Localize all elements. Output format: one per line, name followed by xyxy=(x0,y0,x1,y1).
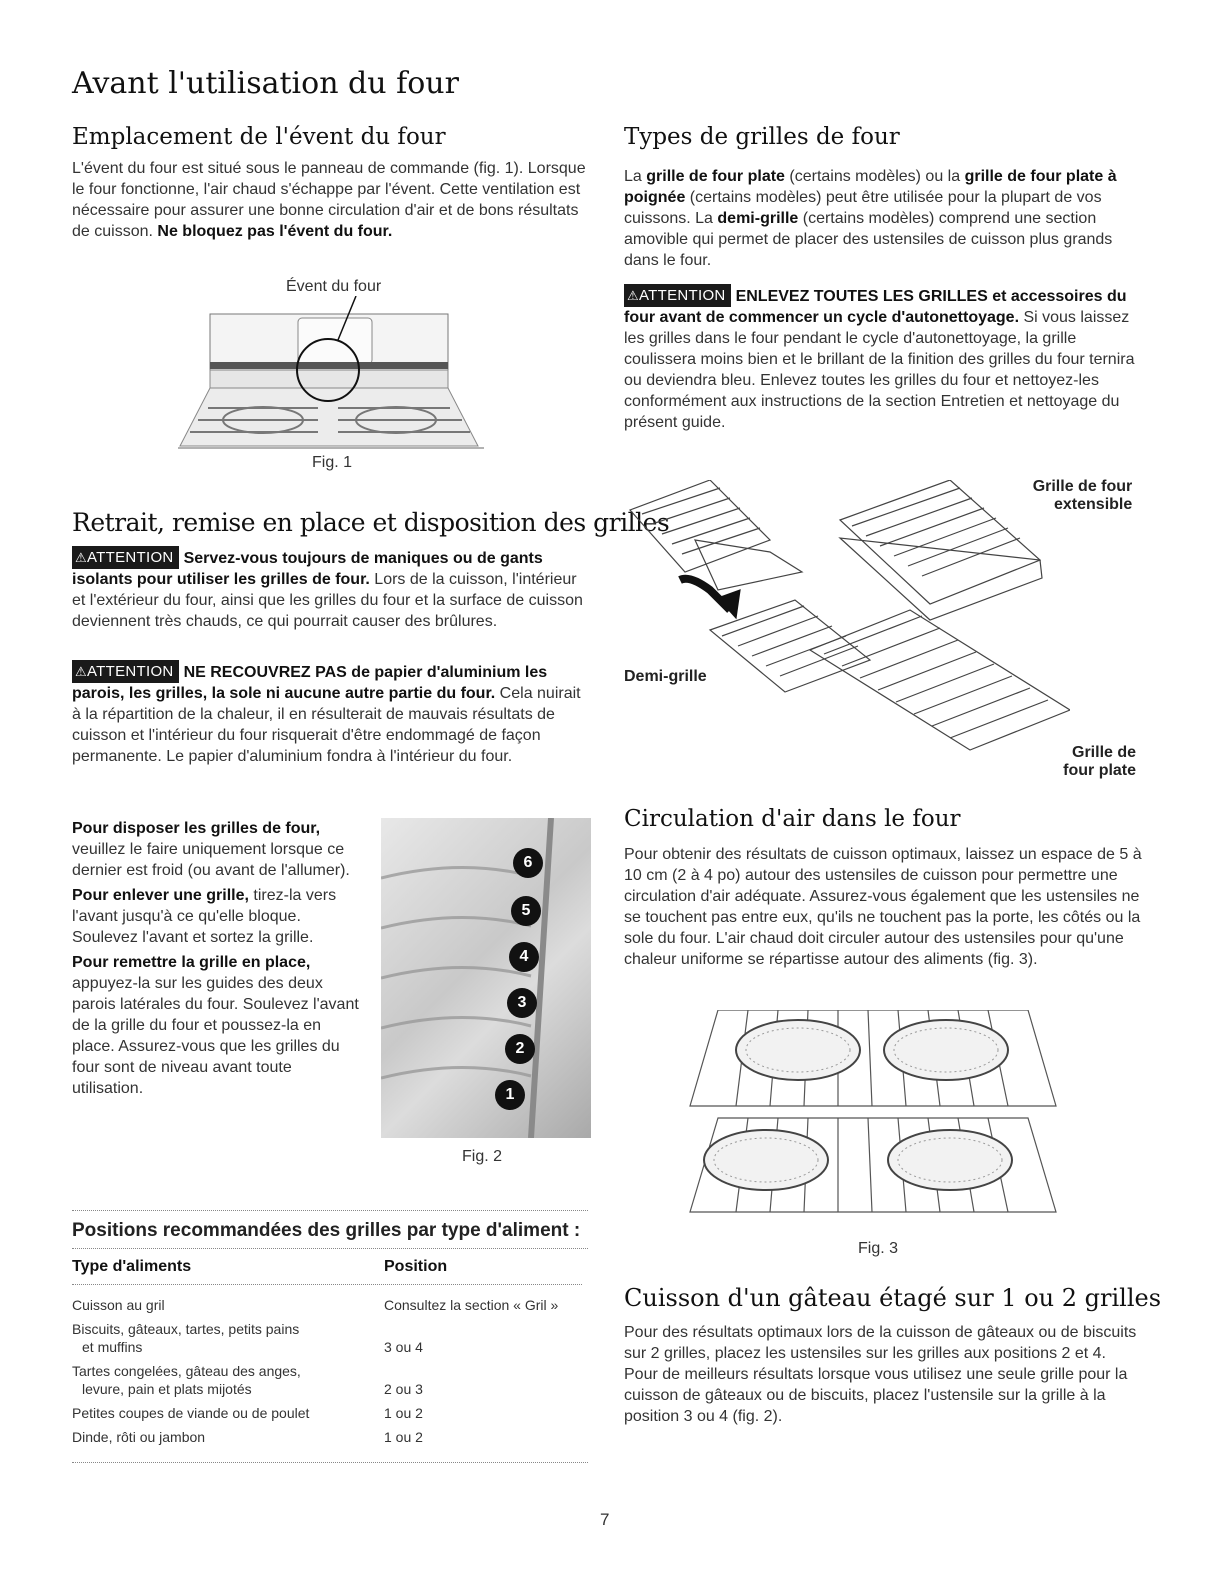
warning-icon: ⚠ xyxy=(75,550,87,565)
food-cell-text: Biscuits, gâteaux, tartes, petits pains xyxy=(72,1321,300,1337)
racks-warning-1 xyxy=(72,546,592,632)
rack-position-5 xyxy=(511,896,541,926)
vent-figure xyxy=(178,296,488,458)
rack-position-4 xyxy=(509,942,539,972)
attention-badge-label: ATTENTION xyxy=(86,663,174,680)
fig2-caption: Fig. 2 xyxy=(462,1148,503,1165)
attention-badge-label: ATTENTION xyxy=(86,549,174,566)
flat-rack-shape xyxy=(810,610,1070,750)
racks-warning-2-text: Cela nuirait à la répartition de la chaleur, il en résulterait de mauvais résultats de cuisson et l'intérieur du four risquerait d'être endommagé de façon permanente. Le papier d'aluminium fondra à l'intérieur du four. xyxy=(72,685,581,765)
arrange-bold: Pour disposer les grilles de four, xyxy=(72,820,321,837)
vent-warning-text: Ne bloquez pas l'évent du four. xyxy=(157,223,393,240)
position-cell: 1 ou 2 xyxy=(384,1405,423,1421)
food-cell xyxy=(72,1401,384,1425)
replace-text: appuyez-la sur les guides des deux parois latérales du four. Soulevez l'avant de la grille du four et poussez-la en place. Assurez-vous que les grilles du four sont de niveau avant toute utilisation. xyxy=(72,975,359,1097)
remove-bold: Pour enlever une grille, xyxy=(72,887,249,904)
table-title: Positions recommandées des grilles par type d'aliment : xyxy=(72,1220,581,1241)
vent-body-text: L'évent du four est situé sous le panneau de commande (fig. 1). Lorsque le four fonctionne, l'air chaud s'échappe par l'évent. Cette ventilation est nécessaire pour assurer une bonne circulation d'air et de bons résultats de cuisson. xyxy=(72,160,586,240)
table-row xyxy=(72,1293,582,1317)
cake-pan xyxy=(736,1020,860,1080)
table-top-rule xyxy=(72,1210,588,1211)
rack-position-1-label: 1 xyxy=(495,1080,525,1110)
types-warning xyxy=(624,284,1144,433)
col-position-header: Position xyxy=(384,1258,448,1275)
fig1-caption: Fig. 1 xyxy=(312,454,353,471)
flat-rack-label-1: Grille de xyxy=(1072,744,1137,761)
rack-position-6-label: 6 xyxy=(513,848,543,878)
table-row xyxy=(72,1425,582,1449)
vent-paragraph xyxy=(72,158,592,242)
food-cell-text: Petites coupes de viande ou de poulet xyxy=(72,1405,310,1421)
rack-types-figure xyxy=(590,480,1070,780)
extensible-rack-label-1: Grille de four xyxy=(1032,478,1133,495)
rack-position-1 xyxy=(495,1080,525,1110)
rack-position-6 xyxy=(513,848,543,878)
airflow-section-title: Circulation d'air dans le four xyxy=(624,806,961,832)
attention-badge xyxy=(72,546,179,569)
racks-warning-2 xyxy=(72,660,592,767)
warning-icon: ⚠ xyxy=(75,664,87,679)
table-bottom-rule xyxy=(72,1462,588,1463)
cake-pan xyxy=(704,1130,828,1190)
col-food-header: Type d'aliments xyxy=(72,1258,192,1275)
types-bold-2: grille de four plate à poignée xyxy=(624,168,1117,206)
types-bold-1: grille de four plate xyxy=(646,168,785,185)
rack-position-3-label: 3 xyxy=(507,988,537,1018)
types-bold-3: demi-grille xyxy=(717,210,799,227)
position-cell: Consultez la section « Gril » xyxy=(384,1297,559,1313)
table-header-row xyxy=(72,1254,582,1284)
types-section-title: Types de grilles de four xyxy=(624,124,900,150)
replace-instruction xyxy=(72,952,362,1099)
food-cell-text-2: et muffins xyxy=(82,1339,143,1355)
racks-warning-1-bold: Servez-vous toujours de maniques ou de gants isolants pour utiliser les grilles de four. xyxy=(72,550,543,588)
food-cell xyxy=(72,1425,384,1449)
layer-cake-title: Cuisson d'un gâteau étagé sur 1 ou 2 grilles xyxy=(624,1284,1162,1312)
food-cell xyxy=(72,1317,384,1359)
food-cell-text: Dinde, rôti ou jambon xyxy=(72,1429,206,1445)
types-paragraph xyxy=(624,166,1144,271)
rack-position-4-label: 4 xyxy=(509,942,539,972)
airflow-paragraph: Pour obtenir des résultats de cuisson optimaux, laissez un espace de 5 à 10 cm (2 à 4 po) autour des ustensiles de cuisson pour permettre une circulation d'air adéquate. Assurez-vous également que les ustensiles ne se touchent pas entre eux, qu'ils ne touchent pas la porte, les côtés ou la sole du four. L'air chaud doit circuler autour des ustensiles pour qu'une chaleur uniforme se répartisse autour des aliments (fig. 3). xyxy=(624,846,1142,968)
types-text-4: (certains modèles) comprend une section amovible qui permet de placer des ustensiles de cuisson plus grands dans le four. xyxy=(624,210,1113,269)
rack-instructions xyxy=(72,818,362,1099)
arrange-text: veuillez le faire uniquement lorsque ce dernier est froid (ou avant de l'allumer). xyxy=(72,841,350,879)
rack-positions-figure xyxy=(381,818,591,1138)
pans-on-racks-figure xyxy=(688,1010,1058,1230)
types-text-3: (certains modèles) peut être utilisée pour la plupart de vos cuissons. La xyxy=(624,189,1102,227)
racks-section-title: Retrait, remise en place et disposition des grilles xyxy=(72,508,670,537)
position-cell: 2 ou 3 xyxy=(384,1381,423,1397)
racks-warning-1-text: Lors de la cuisson, l'intérieur et l'extérieur du four, ainsi que les grilles du four et la surface de cuisson deviennent très chauds, ce qui pourrait causer des brûlures. xyxy=(72,571,583,630)
rack-position-2-label: 2 xyxy=(505,1034,535,1064)
arrange-instruction xyxy=(72,818,362,881)
oven-wall-illustration xyxy=(381,818,591,1138)
rack-position-2 xyxy=(505,1034,535,1064)
vent-section-title: Emplacement de l'évent du four xyxy=(72,124,446,150)
rack-position-5-label: 5 xyxy=(511,896,541,926)
racks-warning-2-bold: NE RECOUVREZ PAS de papier d'aluminium les parois, les grilles, la sole ni aucune autre partie du four. xyxy=(72,664,548,702)
table-title-rule xyxy=(72,1248,588,1249)
remove-text: tirez-la vers l'avant jusqu'à ce qu'elle bloque. Soulevez l'avant et sortez la grille. xyxy=(72,887,337,946)
page-title: Avant l'utilisation du four xyxy=(72,66,459,101)
warning-icon: ⚠ xyxy=(627,288,639,303)
position-cell: 3 ou 4 xyxy=(384,1339,423,1355)
half-rack-label: Demi-grille xyxy=(624,668,707,685)
replace-bold: Pour remettre la grille en place, xyxy=(72,954,311,971)
header-rule xyxy=(72,1284,582,1285)
table-row xyxy=(72,1317,582,1359)
table-row xyxy=(72,1359,582,1401)
food-cell-text: Tartes congelées, gâteau des anges, xyxy=(72,1363,301,1379)
attention-badge xyxy=(624,284,731,307)
attention-badge-label: ATTENTION xyxy=(638,287,726,304)
attention-badge xyxy=(72,660,179,683)
food-cell xyxy=(72,1359,384,1401)
table-row xyxy=(72,1401,582,1425)
rack-position-table xyxy=(72,1254,582,1449)
fig3-caption: Fig. 3 xyxy=(858,1240,899,1257)
food-cell-text: Cuisson au gril xyxy=(72,1297,165,1313)
rack-position-3 xyxy=(507,988,537,1018)
food-cell xyxy=(72,1293,384,1317)
types-warning-bold: accessoires du four avant de commencer un cycle d'autonettoyage. xyxy=(624,288,1127,326)
cake-pan xyxy=(888,1130,1012,1190)
flat-rack-label xyxy=(1062,744,1136,780)
types-text-2: (certains modèles) ou la xyxy=(784,168,965,185)
types-warning-text: Si vous laissez les grilles dans le four pendant le cycle d'autonettoyage, la grille coulissera moins bien et le brillant de la finition des grilles du four ternira ou deviendra bleu. Enlevez toutes les grilles du four et nettoyez-les conformément aux instructions de la section Entretien et nettoyage du présent guide. xyxy=(624,309,1135,431)
types-warning-caps: ENLEVEZ TOUTES LES GRILLES et xyxy=(735,288,1007,305)
half-rack-shape xyxy=(630,480,770,572)
layer-cake-paragraph: Pour des résultats optimaux lors de la cuisson de gâteaux ou de biscuits sur 2 grilles, placez les ustensiles sur les grilles aux positions 2 et 4. Pour de meilleurs résultats lorsque vous utilisez une seule grille pour la cuisson de gâteaux ou de biscuits, placez l'ustensile sur la grille à la position 3 ou 4 (fig. 2). xyxy=(624,1324,1137,1425)
vent-label: Évent du four xyxy=(286,278,382,295)
remove-instruction xyxy=(72,885,362,948)
flat-rack-label-2: four plate xyxy=(1063,762,1137,779)
types-text-1: La xyxy=(624,168,647,185)
extensible-rack-label xyxy=(1032,478,1132,514)
position-cell: 1 ou 2 xyxy=(384,1429,423,1445)
page-number: 7 xyxy=(600,1510,610,1529)
food-cell-text-2: levure, pain et plats mijotés xyxy=(82,1381,252,1397)
cake-pan xyxy=(884,1020,1008,1080)
extensible-rack-label-2: extensible xyxy=(1054,496,1133,513)
